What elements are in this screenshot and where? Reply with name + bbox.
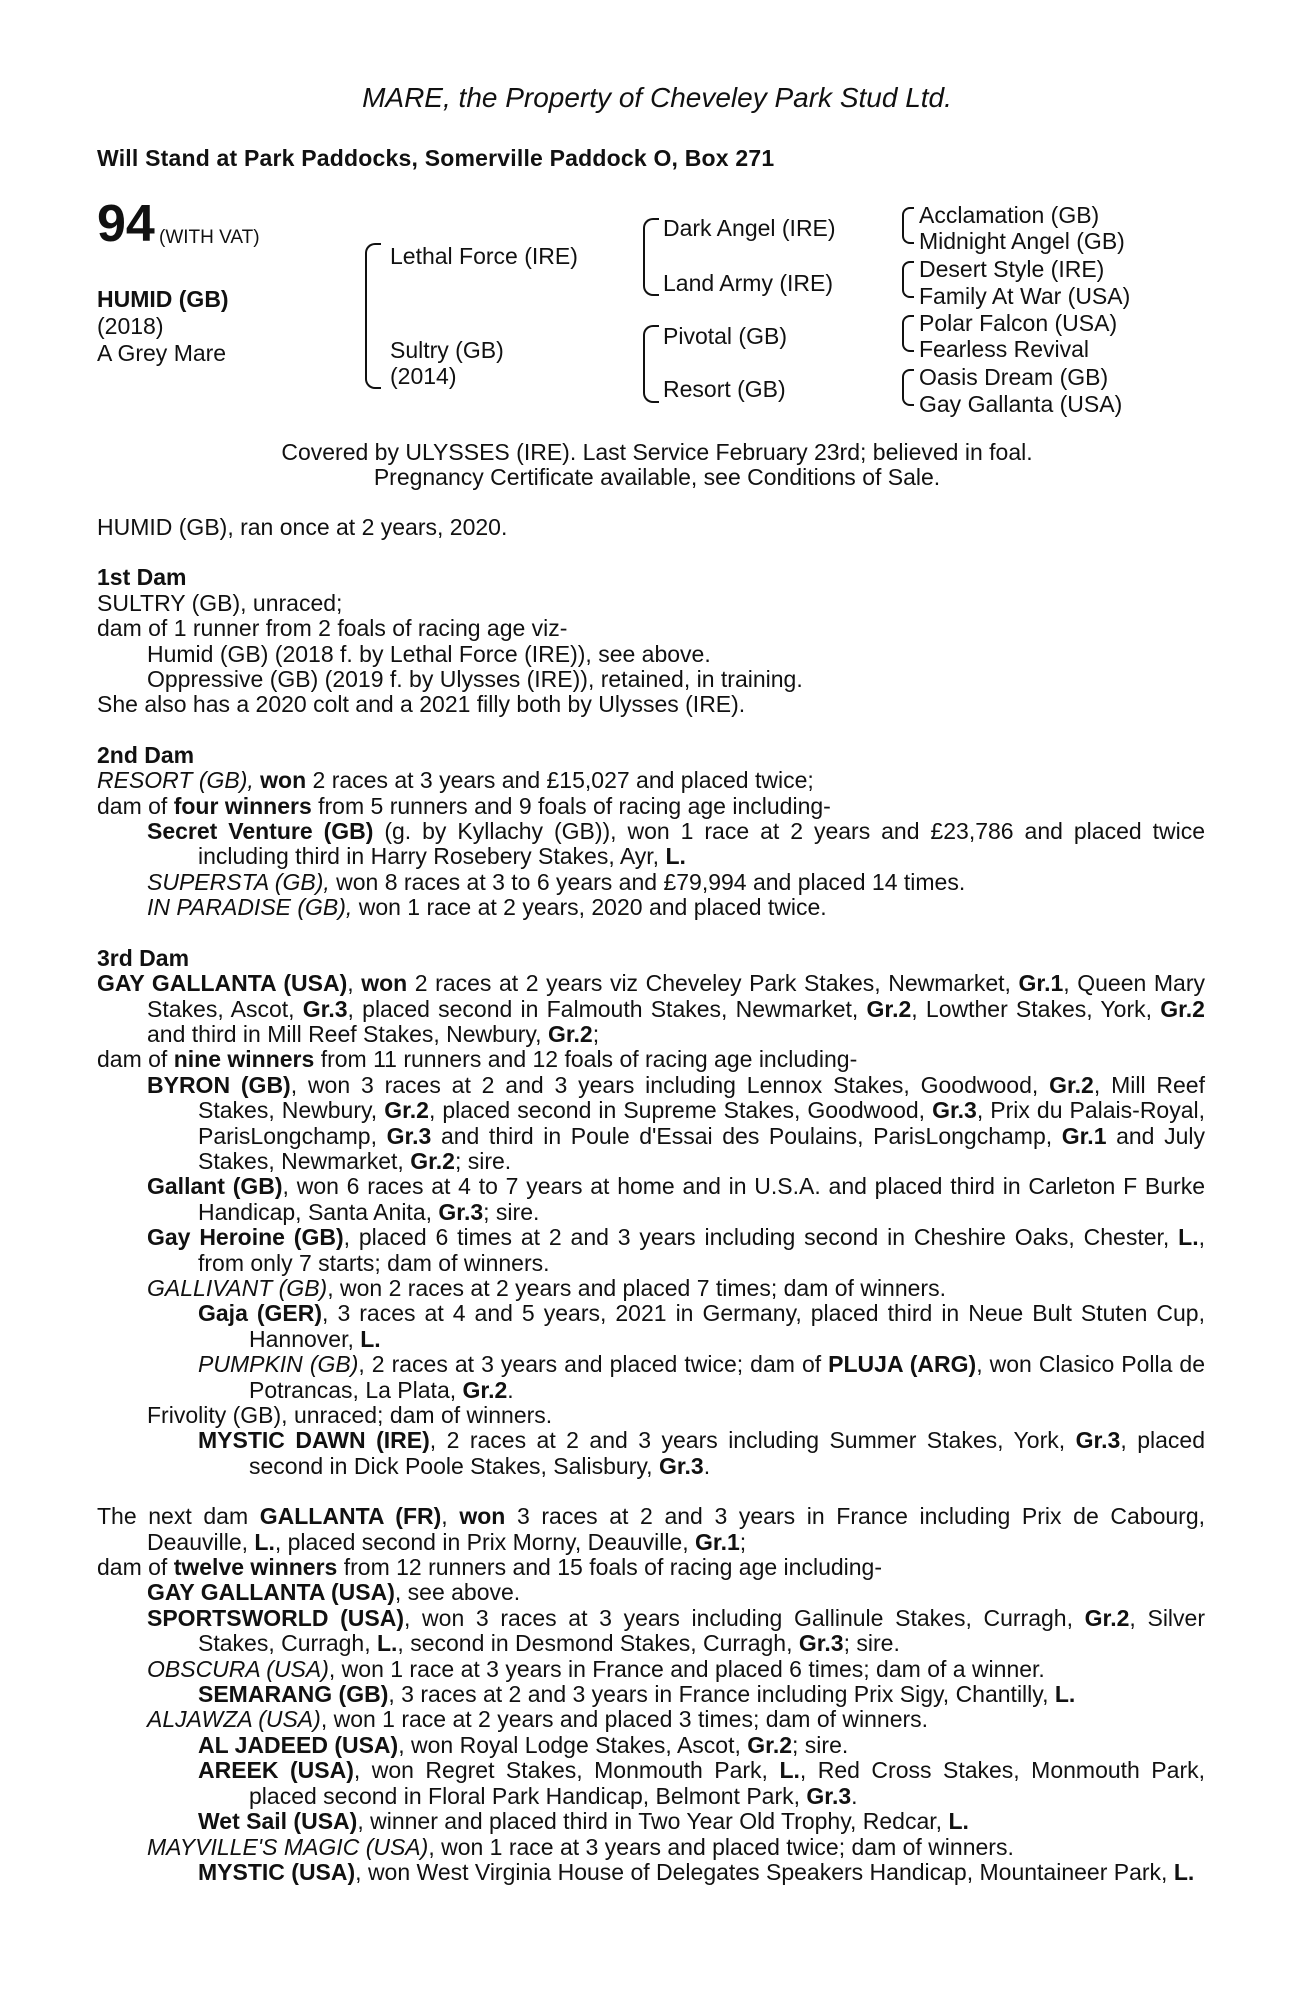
text: , placed second in Prix Morny, Deauville, [274,1528,695,1555]
horse-name: Wet Sail (USA) [198,1808,358,1835]
text: ; [592,1020,600,1047]
won-label: won [361,970,408,997]
text: , 2 races at 3 years and placed twice; dam of [358,1351,829,1378]
text: and July Stakes, Newmarket, [198,1122,1205,1174]
pedigree-dam: Sultry (GB) [390,337,504,363]
grade: L. [254,1528,275,1555]
text: and third in Poule d'Essai des Poulains, ParisLongchamp, [431,1122,1062,1149]
horse-name: MAYVILLE'S MAGIC (USA) [147,1833,429,1860]
text: , Silver Stakes, Curragh, [198,1604,1205,1657]
produce-entry [97,1174,1205,1225]
text: , 2 races at 2 and 3 years including Summer Stakes, York, [429,1427,1076,1454]
grade: Gr.3 [658,1452,704,1479]
produce-entry [97,1580,1205,1605]
text: won 8 races at 3 to 6 years and £79,994 and placed 14 times. [329,868,966,895]
text: ; sire. [454,1147,512,1174]
horse-name: GAY GALLANTA (USA) [147,1579,395,1606]
grade: Gr.2 [547,1020,593,1047]
produce-entry [97,1073,1205,1175]
second-dam-produce-summary [97,794,1205,819]
page-title: MARE, the Property of Cheveley Park Stud Ltd. [362,82,952,113]
text: , placed second in Dick Poole Stakes, Salisbury, [249,1427,1205,1479]
vat-note: (WITH VAT) [159,227,260,248]
horse-name: PLUJA (ARG) [828,1351,977,1378]
horse-name: SPORTSWORLD (USA) [147,1604,404,1631]
pedigree-g3-5: Polar Falcon (USA) [919,310,1118,336]
horse-name: SEMARANG (GB) [198,1681,389,1708]
grade: Gr.2 [866,995,912,1022]
produce-entry [97,1707,1205,1732]
third-dam-produce-summary [97,1047,1205,1072]
text: , Lowther Stakes, York, [911,995,1161,1022]
text: , Prix du Palais-Royal, ParisLongchamp, [198,1097,1206,1149]
text: The next dam [97,1503,260,1530]
first-dam-line: SULTRY (GB), unraced; [97,589,343,616]
first-dam-produce: Oppressive (GB) (2019 f. by Ulysses (IRE)), retained, in training. [147,666,803,693]
produce-entry [97,895,1205,920]
text: , 3 races at 4 and 5 years, 2021 in Germany, placed third in Neue Bult Stuten Cup, Hannover, [249,1300,1205,1352]
next-dam-summary [97,1504,1205,1555]
pedigree-dam-year: (2014) [390,363,457,389]
text: , [347,970,362,997]
produce-entry [97,1403,1205,1428]
grade: Gr.3 [806,1782,852,1809]
horse-name: MYSTIC DAWN (IRE) [198,1427,430,1454]
text: . [507,1376,514,1403]
grade: Gr.3 [386,1122,432,1149]
pedigree-brace-main [365,243,381,389]
winners-count: nine winners [173,1046,315,1073]
pedigree-g3-4: Family At War (USA) [919,283,1131,309]
text: , [441,1503,460,1530]
horse-name: ALJAWZA (USA) [147,1706,321,1733]
horse-name: Gaja (GER) [198,1300,323,1327]
text: , won 1 race at 3 years in France and placed 6 times; dam of a winner. [328,1655,1045,1682]
pedigree-sire: Lethal Force (IRE) [390,243,578,269]
grade: Gr.3 [1075,1427,1121,1454]
text: Frivolity (GB), unraced; dam of winners. [147,1402,553,1428]
grade: Gr.2 [1084,1604,1130,1631]
pedigree-sire-dam: Land Army (IRE) [663,270,833,296]
covering-line-1: Covered by ULYSSES (IRE). Last Service February 23rd; believed in foal. [281,439,1033,465]
horse-name: AREEK (USA) [198,1757,354,1784]
grade: L. [665,843,686,870]
grade: Gr.1 [695,1528,740,1555]
text: . [851,1782,858,1809]
horse-name: IN PARADISE (GB), [147,894,353,921]
produce-entry [97,870,1205,895]
pedigree-brace-g3-4 [902,369,914,406]
text: , Red Cross Stakes, Monmouth Park, placed second in Floral Park Handicap, Belmont Park, [249,1757,1205,1809]
horse-name: Gallant (GB) [147,1173,283,1200]
catalogue-body [97,515,1205,1885]
text: dam of [97,792,174,819]
pedigree-g3-3: Desert Style (IRE) [919,256,1105,282]
grade: Gr.1 [1018,970,1064,997]
grade: L. [360,1325,381,1352]
grade: L. [1054,1681,1076,1708]
produce-entry [97,1276,1205,1301]
text: , see above. [394,1579,521,1606]
produce-entry [97,819,1205,870]
grade: Gr.3 [798,1630,844,1657]
horse-name: GALLIVANT (GB) [147,1274,328,1301]
text: , won 1 race at 3 years and placed twice; dam of winners. [428,1833,1014,1860]
text: from 12 runners and 15 foals of racing age including- [337,1554,882,1581]
first-dam-produce: Humid (GB) (2018 f. by Lethal Force (IRE)), see above. [147,640,711,667]
produce-entry [97,1352,1205,1403]
text: and third in Mill Reef Stakes, Newbury, [147,1020,548,1047]
covering-note [0,440,1314,490]
horse-info [97,286,229,367]
horse-name: PUMPKIN (GB) [198,1351,359,1378]
grade: L. [948,1808,969,1835]
pedigree-sire-sire: Dark Angel (IRE) [663,215,836,241]
first-dam-heading: 1st Dam [97,564,187,591]
pedigree-brace-g3-3 [902,315,914,352]
won-label: won [459,1503,506,1530]
grade: Gr.2 [462,1376,508,1403]
text: , won 3 races at 3 years including Gallinule Stakes, Curragh, [404,1604,1085,1631]
first-dam-line: dam of 1 runner from 2 foals of racing age viz- [97,615,568,642]
text: , won 6 races at 4 to 7 years at home and in U.S.A. and placed third in Carleton F Burke Handicap, Santa Anita, [198,1173,1205,1225]
covering-line-2: Pregnancy Certificate available, see Conditions of Sale. [373,464,941,490]
horse-name: GALLANTA (FR) [259,1503,442,1530]
horse-description: A Grey Mare [97,340,227,366]
horse-name: MYSTIC (USA) [198,1858,356,1885]
text: , 3 races at 2 and 3 years in France including Prix Sigy, Chantilly, [388,1681,1055,1708]
text: , won Royal Lodge Stakes, Ascot, [398,1731,748,1758]
horse-year: (2018) [97,313,164,339]
stand-location: Will Stand at Park Paddocks, Somerville Paddock O, Box 271 [97,145,775,171]
pedigree-g3-6: Fearless Revival [919,336,1089,362]
second-dam-summary [97,768,1205,793]
pedigree-dam-dam: Resort (GB) [663,376,786,402]
produce-entry [97,1301,1205,1352]
produce-entry [97,1860,1205,1885]
text: , placed second in Falmouth Stakes, Newmarket, [347,995,867,1022]
second-dam-heading: 2nd Dam [97,741,195,768]
grade: Gr.1 [1061,1122,1107,1149]
grade: Gr.3 [932,1097,977,1124]
produce-entry [97,1758,1205,1809]
pedigree-dam-sire: Pivotal (GB) [663,323,787,349]
grade: Gr.2 [384,1097,429,1124]
grade: Gr.2 [1049,1071,1094,1098]
pedigree-g3-8: Gay Gallanta (USA) [919,391,1123,417]
text: , won Clasico Polla de Potrancas, La Plata, [249,1351,1206,1403]
text: , won Regret Stakes, Monmouth Park, [353,1757,780,1784]
text: , won 3 races at 2 and 3 years including Lennox Stakes, Goodwood, [290,1071,1050,1098]
text: ; sire. [792,1731,849,1758]
text: dam of [97,1046,174,1073]
grade: Gr.3 [438,1198,484,1225]
grade: Gr.2 [410,1147,455,1174]
produce-entry [97,1809,1205,1834]
third-dam-heading: 3rd Dam [97,944,190,971]
text: won 1 race at 2 years, 2020 and placed twice. [352,894,827,921]
winners-count: twelve winners [173,1554,338,1581]
text: , won 1 race at 2 years and placed 3 times; dam of winners. [320,1706,929,1733]
race-record: HUMID (GB), ran once at 2 years, 2020. [97,514,508,540]
text: 2 races at 2 years viz Cheveley Park Stakes, Newmarket, [407,970,1019,997]
text: , second in Desmond Stakes, Curragh, [397,1630,799,1657]
produce-entry [97,1606,1205,1657]
text: ; sire. [483,1198,540,1225]
produce-entry [97,1682,1205,1707]
pedigree-brace-dam [643,325,659,403]
text: from 11 runners and 12 foals of racing age including- [314,1046,858,1073]
text: , Mill Reef Stakes, Newbury, [198,1071,1205,1124]
text: ; [739,1528,747,1555]
horse-name: SUPERSTA (GB), [147,868,330,895]
text: 2 races at 3 years and £15,027 and placed twice; [306,767,814,794]
text: . [703,1452,711,1479]
produce-entry [97,1657,1205,1682]
pedigree-g3-1: Acclamation (GB) [919,202,1100,228]
produce-entry [97,1225,1205,1276]
pedigree-g3-7: Oasis Dream (GB) [919,364,1109,390]
produce-entry [97,1733,1205,1758]
grade: L. [1173,1858,1195,1885]
third-dam-summary [97,971,1205,1047]
pedigree-brace-sire [643,218,659,296]
horse-name: AL JADEED (USA) [198,1731,399,1758]
pedigree-brace-g3-1 [902,207,914,244]
grade: Gr.2 [747,1731,793,1758]
text: , Queen Mary Stakes, Ascot, [147,970,1205,1022]
horse-name: BYRON (GB) [147,1071,291,1098]
winners-count: four winners [173,792,312,819]
pedigree-g3-2: Midnight Angel (GB) [919,228,1125,254]
lot-number: 94 [97,195,155,253]
text: dam of [97,1554,174,1581]
text: , placed 6 times at 2 and 3 years including second in Cheshire Oaks, Chester, [343,1224,1179,1251]
grade: Gr.3 [302,995,348,1022]
text: , placed second in Supreme Stakes, Goodwood, [428,1097,933,1124]
text: (g. by Kyllachy (GB)), won 1 race at 2 years and £23,786 and placed twice including third in Harry Rosebery Stakes, Ayr, [198,818,1205,870]
produce-entry [97,1835,1205,1860]
pedigree-brace-g3-2 [902,261,914,298]
horse-name: HUMID (GB) [97,286,229,312]
grade: L. [779,1757,800,1784]
text: from 5 runners and 9 foals of racing age including- [311,792,831,819]
grade: Gr.2 [1160,995,1205,1022]
horse-name: Gay Heroine (GB) [147,1224,344,1251]
next-dam-produce-summary [97,1555,1205,1580]
dam-name: RESORT (GB), [97,767,254,794]
produce-entry [97,1428,1205,1479]
text: 3 races at 2 and 3 years in France including Prix de Cabourg, Deauville, [147,1503,1205,1555]
won-label: won [260,767,307,794]
grade: L. [376,1630,398,1657]
text: , winner and placed third in Two Year Old Trophy, Redcar, [357,1808,949,1835]
text: ; sire. [843,1630,900,1657]
text: , won 2 races at 2 years and placed 7 times; dam of winners. [327,1274,946,1301]
first-dam-line: She also has a 2020 colt and a 2021 filly both by Ulysses (IRE). [97,691,746,718]
text: , won West Virginia House of Delegates Speakers Handicap, Mountaineer Park, [355,1858,1174,1885]
text: , from only 7 starts; dam of winners. [198,1224,1205,1276]
horse-name: Secret Venture (GB) [147,818,374,845]
grade: L. [1178,1224,1199,1251]
horse-name: OBSCURA (USA) [147,1655,329,1682]
horse-name: GAY GALLANTA (USA) [97,970,348,997]
